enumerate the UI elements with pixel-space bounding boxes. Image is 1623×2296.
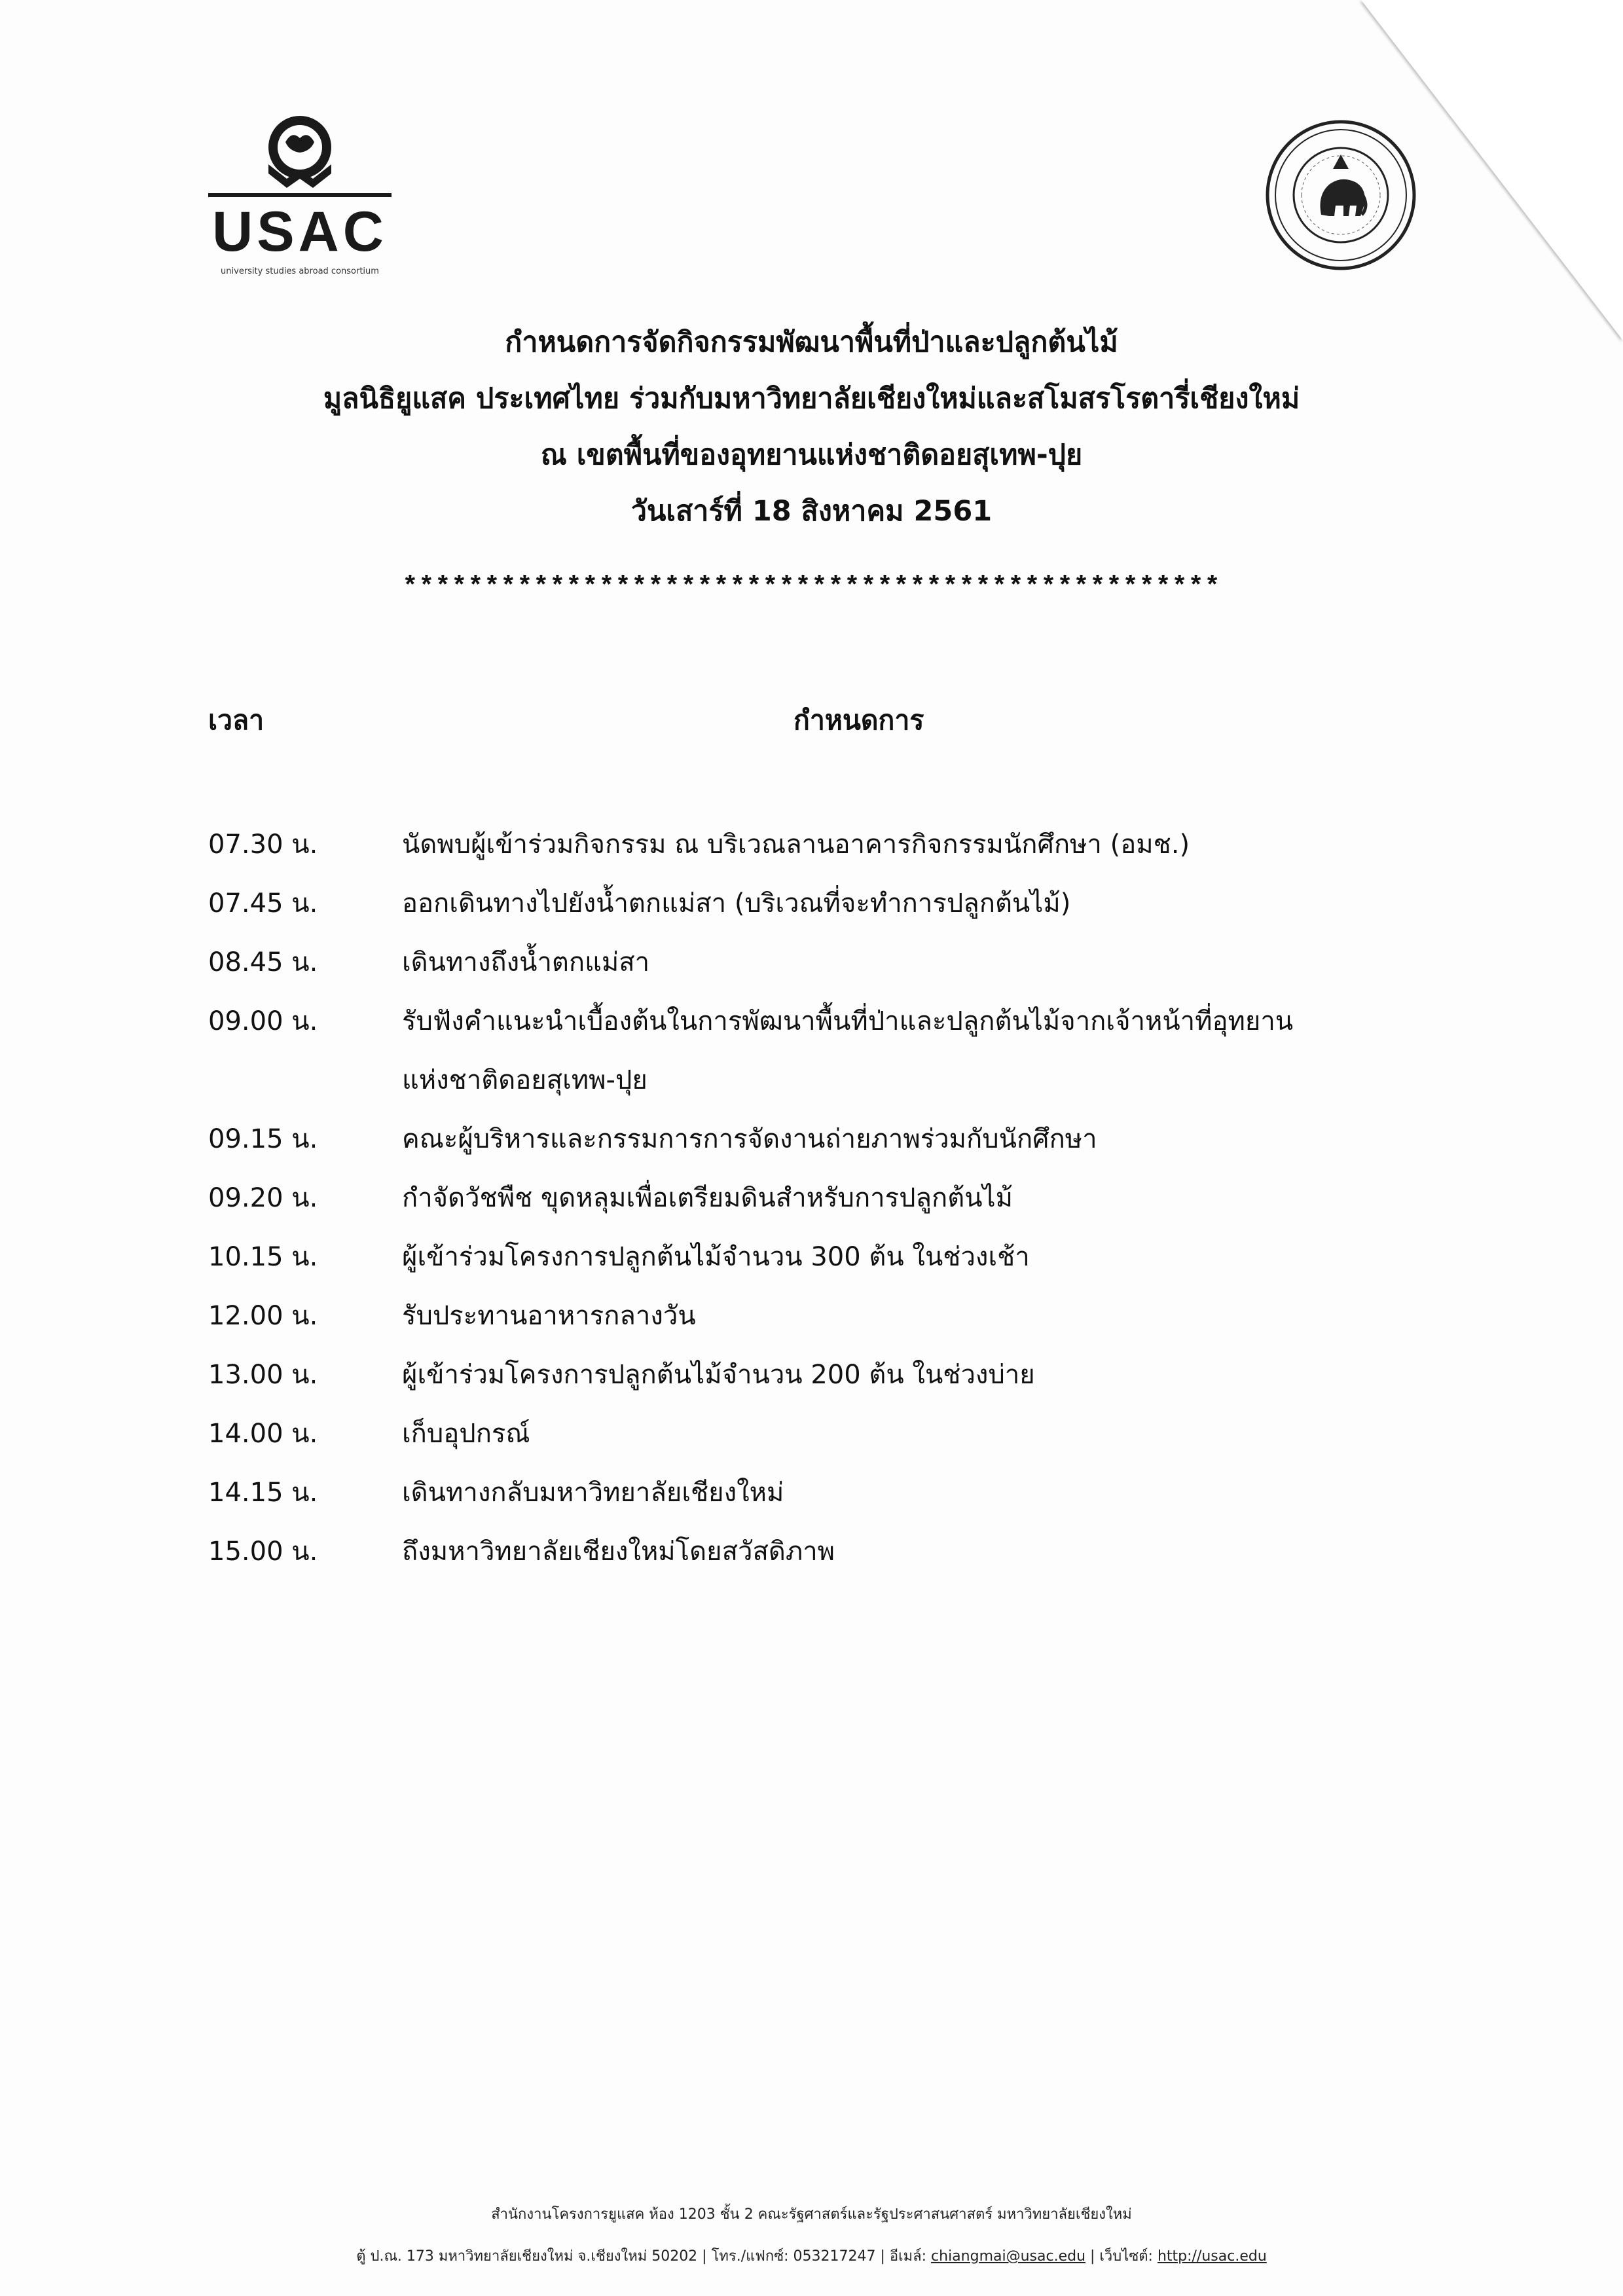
- row-description: คณะผู้บริหารและกรรมการการจัดงานถ่ายภาพร่วมกับนักศึกษา: [402, 1124, 1097, 1154]
- row-description: ผู้เข้าร่วมโครงการปลูกต้นไม้จำนวน 300 ต้น ในช่วงเช้า: [402, 1242, 1030, 1272]
- usac-logo: [208, 101, 392, 285]
- row-description: ถึงมหาวิทยาลัยเชียงใหม่โดยสวัสดิภาพ: [402, 1537, 835, 1567]
- schedule-row: [208, 874, 1426, 933]
- row-time: [208, 1051, 402, 1110]
- usac-wordmark: USAC: [208, 193, 392, 261]
- row-time: 10.15 น.: [208, 1242, 318, 1272]
- title-line-2: มูลนิธิยูแสค ประเทศไทย ร่วมกับมหาวิทยาลัยเชียงใหม่และสโมสรโรตารี่เชียงใหม่: [323, 382, 1300, 415]
- header-time: เวลา: [208, 704, 264, 736]
- row-description: รับประทานอาหารกลางวัน: [402, 1301, 696, 1331]
- row-description: นัดพบผู้เข้าร่วมกิจกรรม ณ บริเวณลานอาคารกิจกรรมนักศึกษา (อมช.): [402, 829, 1190, 860]
- schedule-row-continuation: [208, 1051, 1426, 1110]
- row-time: 08.45 น.: [208, 947, 318, 977]
- university-seal-icon: [1262, 117, 1419, 274]
- row-time: 07.30 น.: [208, 829, 318, 860]
- star-divider: **************************************************: [402, 573, 1221, 602]
- schedule-row: [208, 1463, 1426, 1522]
- row-description: แห่งชาติดอยสุเทพ-ปุย: [402, 1065, 647, 1095]
- schedule-row: [208, 1169, 1426, 1228]
- footer-contact-mid: | เว็บไซต์:: [1085, 2248, 1158, 2265]
- row-time: 15.00 น.: [208, 1537, 318, 1567]
- schedule-row: [208, 815, 1426, 874]
- row-description: กำจัดวัชพืช ขุดหลุมเพื่อเตรียมดินสำหรับการปลูกต้นไม้: [402, 1183, 1013, 1213]
- schedule-row: [208, 1228, 1426, 1286]
- schedule-row: [208, 1345, 1426, 1404]
- row-time: 12.00 น.: [208, 1301, 318, 1331]
- row-time: 09.20 น.: [208, 1183, 318, 1213]
- university-seal: [1262, 117, 1419, 274]
- schedule-list: [208, 815, 1426, 1581]
- schedule-row: [208, 1522, 1426, 1581]
- row-description: เดินทางถึงน้ำตกแม่สา: [402, 947, 650, 977]
- usac-subtitle: university studies abroad consortium: [221, 266, 379, 276]
- row-description: เดินทางกลับมหาวิทยาลัยเชียงใหม่: [402, 1478, 784, 1508]
- title-line-1: กำหนดการจัดกิจกรรมพัฒนาพื้นที่ป่าและปลูกต้นไม้: [505, 326, 1118, 359]
- website-link[interactable]: http://usac.edu: [1157, 2248, 1267, 2265]
- row-time: 14.15 น.: [208, 1478, 318, 1508]
- row-time: 14.00 น.: [208, 1419, 318, 1449]
- schedule-row: [208, 1404, 1426, 1463]
- schedule-row: [208, 992, 1426, 1051]
- row-description: ผู้เข้าร่วมโครงการปลูกต้นไม้จำนวน 200 ต้น ในช่วงบ่าย: [402, 1360, 1035, 1390]
- row-time: 13.00 น.: [208, 1360, 318, 1390]
- usac-emblem-icon: [208, 101, 392, 193]
- row-description: เก็บอุปกรณ์: [402, 1419, 530, 1449]
- schedule-row: [208, 1286, 1426, 1345]
- email-link[interactable]: chiangmai@usac.edu: [931, 2248, 1086, 2265]
- row-time: 09.15 น.: [208, 1124, 318, 1154]
- row-time: 09.00 น.: [208, 1006, 318, 1036]
- title-line-4: วันเสาร์ที่ 18 สิงหาคม 2561: [630, 495, 993, 528]
- footer-contact-prefix: ตู้ ป.ณ. 173 มหาวิทยาลัยเชียงใหม่ จ.เชียงใหม่ 50202 | โทร./แฟกซ์: 053217247 | อีเมล์:: [356, 2248, 932, 2265]
- row-description: รับฟังคำแนะนำเบื้องต้นในการพัฒนาพื้นที่ป่าและปลูกต้นไม้จากเจ้าหน้าที่อุทยาน: [402, 1006, 1294, 1036]
- row-time: 07.45 น.: [208, 888, 318, 919]
- title-line-3: ณ เขตพื้นที่ของอุทยานแห่งชาติดอยสุเทพ-ปุย: [540, 439, 1083, 471]
- footer-address-line: สำนักงานโครงการยูแสค ห้อง 1203 ชั้น 2 คณะรัฐศาสตร์และรัฐประศาสนศาสตร์ มหาวิทยาลัยเชียงใหม่: [491, 2206, 1132, 2223]
- header-program: กำหนดการ: [793, 704, 924, 736]
- footer-contact-line: [0, 2244, 1623, 2267]
- row-description: ออกเดินทางไปยังน้ำตกแม่สา (บริเวณที่จะทำการปลูกต้นไม้): [402, 888, 1071, 919]
- schedule-row: [208, 933, 1426, 992]
- document-title: [0, 314, 1623, 539]
- schedule-row: [208, 1110, 1426, 1169]
